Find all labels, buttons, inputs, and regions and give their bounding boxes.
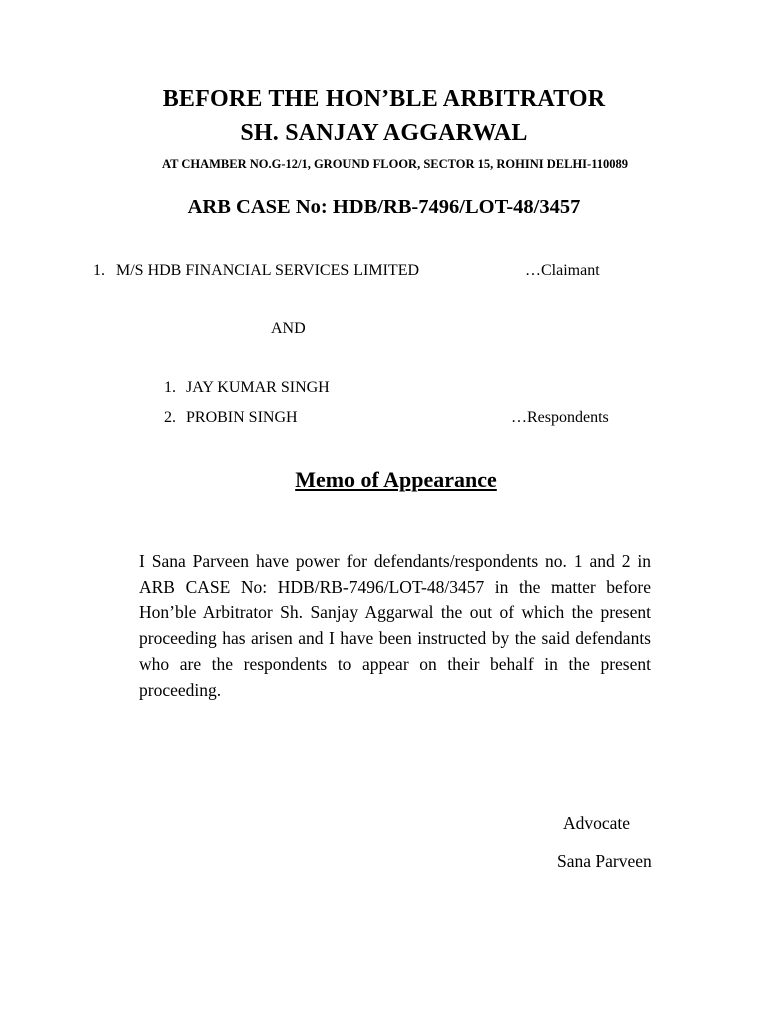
case-number: ARB CASE No: HDB/RB-7496/LOT-48/3457 [187,196,581,218]
respondents-role: …Respondents [511,409,609,426]
signature-title: Advocate [563,813,631,833]
claimant-name: M/S HDB FINANCIAL SERVICES LIMITED [116,262,420,279]
memo-body-paragraph: I Sana Parveen have power for defendants/respondents no. 1 and 2 in ARB CASE No: HDB/RB-7496/LOT-48/3457 in the matter before Hon’ble Arbitrator Sh. Sanjay Aggarwal the out of which the present proceeding has arisen and I have been instructed by the said defendants who are the respondents to appear on their behalf in the present proceeding. [139,551,651,700]
signature-name: Sana Parveen [557,851,652,871]
heading-arbitrator: BEFORE THE HON’BLE ARBITRATOR [162,86,606,112]
respondent-1-number: 1. [164,379,176,396]
conjunction-and: AND [271,320,306,337]
heading-arbitrator-name: SH. SANJAY AGGARWAL [240,120,528,146]
claimant-role: …Claimant [525,262,600,279]
respondent-2-number: 2. [164,409,176,426]
memo-title: Memo of Appearance [295,467,497,492]
respondent-2-name: PROBIN SINGH [186,409,298,426]
chamber-address: AT CHAMBER NO.G-12/1, GROUND FLOOR, SECTOR 15, ROHINI DELHI-110089 [161,157,628,171]
claimant-number: 1. [93,262,105,279]
respondent-1-name: JAY KUMAR SINGH [186,379,330,396]
